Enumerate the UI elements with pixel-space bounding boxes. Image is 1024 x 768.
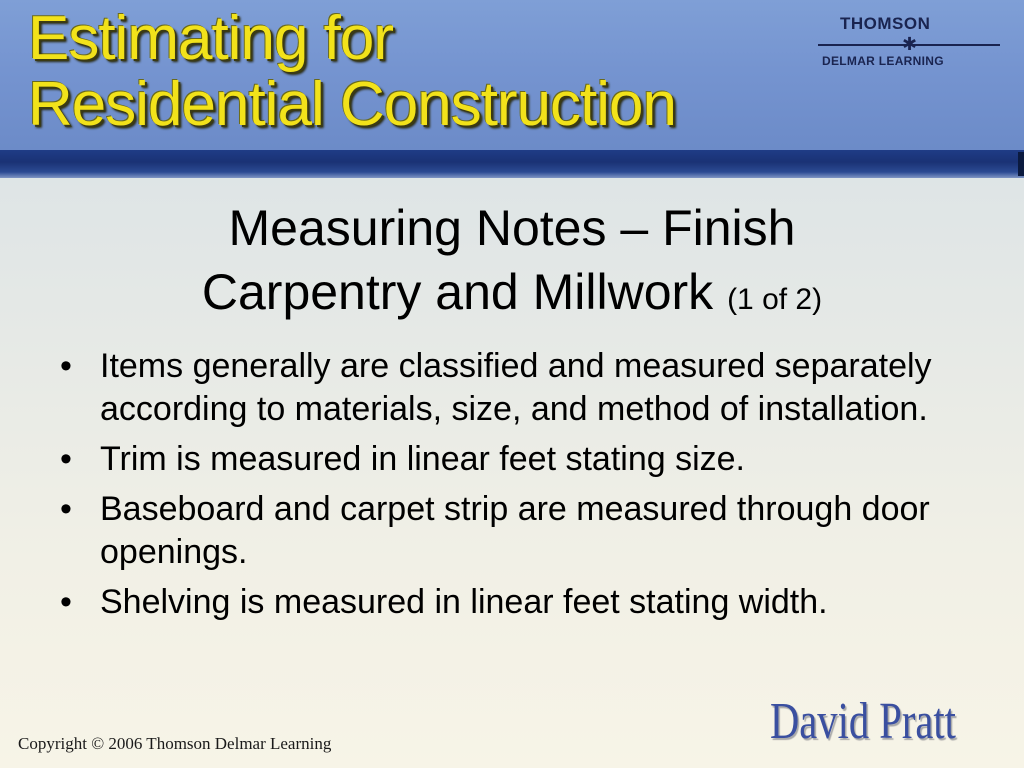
- bullet-list: [56, 345, 976, 631]
- bullet-item: [56, 488, 976, 574]
- author-signature: David Pratt: [770, 693, 956, 750]
- bullet-item: [56, 581, 976, 624]
- course-title: [28, 6, 676, 138]
- bullet-text: Items generally are classified and measured separately according to materials, size, and method of installation.: [100, 347, 932, 428]
- slide-title-line-2-text: Carpentry and Millwork: [201, 264, 714, 320]
- header-bar-end-cap: [1018, 152, 1024, 176]
- publisher-logo: [818, 14, 1004, 76]
- slide-page-indicator: (1 of 2): [727, 283, 823, 316]
- publisher-logo-bottom-text: DELMAR LEARNING: [822, 54, 944, 68]
- bullet-marker: •: [60, 347, 72, 385]
- bullet-text: Shelving is measured in linear feet stating width.: [100, 583, 828, 621]
- copyright-notice: Copyright © 2006 Thomson Delmar Learning: [18, 734, 332, 753]
- bullet-item: [56, 438, 976, 481]
- bullet-marker: •: [60, 440, 72, 478]
- bullet-item: [56, 345, 976, 431]
- slide-title: [0, 196, 1024, 332]
- course-title-line-2: Residential Construction: [28, 70, 677, 139]
- bullet-text: Trim is measured in linear feet stating size.: [100, 440, 745, 478]
- slide-title-line-2: [0, 260, 1024, 332]
- bullet-marker: •: [60, 490, 72, 528]
- header-divider-bar: [0, 150, 1024, 178]
- publisher-logo-top-text: THOMSON: [840, 14, 931, 33]
- bullet-marker: •: [60, 583, 72, 621]
- star-icon: ✱: [902, 34, 918, 54]
- course-title-line-1: Estimating for: [28, 4, 394, 73]
- bullet-text: Baseboard and carpet strip are measured through door openings.: [100, 490, 930, 571]
- slide-title-line-1: Measuring Notes – Finish: [228, 200, 796, 256]
- header-band: [0, 0, 1024, 150]
